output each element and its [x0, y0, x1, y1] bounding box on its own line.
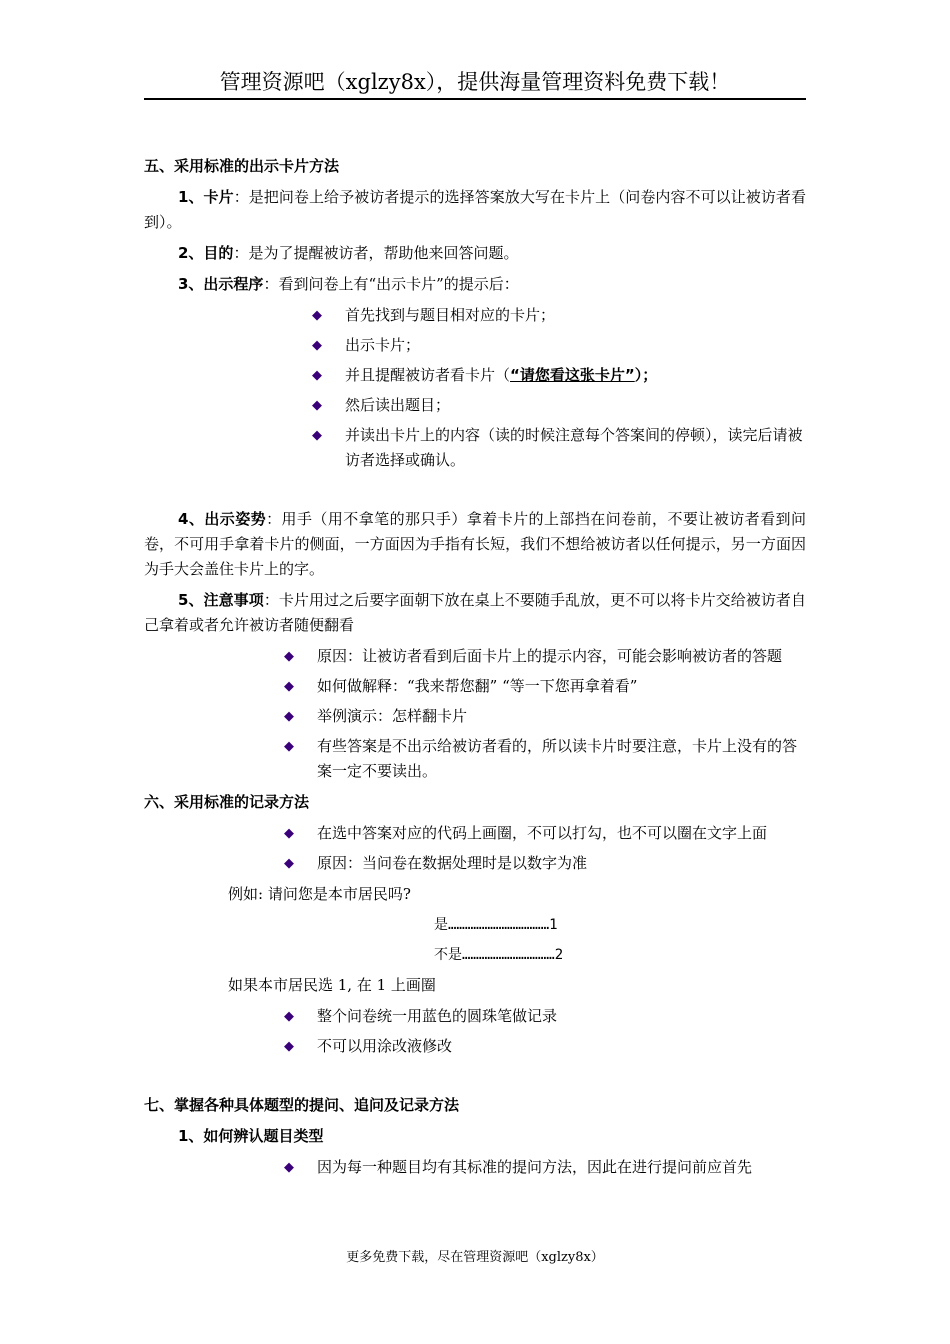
paragraph-posture: [144, 507, 806, 582]
purpose-text: ：是为了提醒被访者，帮助他来回答问题。: [233, 244, 519, 262]
paragraph-notes: [144, 588, 806, 638]
bullet-text: 原因：当问卷在数据处理时是以数字为准: [317, 854, 588, 872]
emphasized-prompt: “请您看这张卡片”: [510, 366, 635, 384]
purpose-label: 2、目的: [178, 244, 234, 262]
notes-label: 5、注意事项: [178, 591, 264, 609]
section-7-title: 七、掌握各种具体题型的提问、追问及记录方法: [144, 1096, 460, 1114]
recording-bullet-list-2: [144, 1004, 806, 1059]
spacer: [144, 1065, 806, 1093]
paragraph-procedure: [144, 272, 806, 297]
page-footer: 更多免费下载，尽在管理资源吧（xglzy8x）: [346, 1250, 604, 1265]
bullet-text: 因为每一种题目均有其标准的提问方法，因此在进行提问前应首先: [317, 1158, 753, 1176]
diamond-bullet-icon: ◆: [284, 1160, 294, 1175]
diamond-bullet-icon: ◆: [284, 649, 294, 664]
diamond-bullet-icon: ◆: [284, 679, 294, 694]
posture-label: 4、出示姿势: [178, 510, 267, 528]
notes-bullet-list: [144, 644, 806, 784]
diamond-bullet-icon: ◆: [284, 826, 294, 841]
card-text: ：是把问卷上给予被访者提示的选择答案放大写在卡片上（问卷内容不可以让被访者看到）。: [144, 188, 806, 231]
bullet-text: 首先找到与题目相对应的卡片；: [345, 306, 556, 324]
bullet-text: 然后读出题目；: [345, 396, 451, 414]
bullet-text: 原因：让被访者看到后面卡片上的提示内容，可能会影响被访者的答题: [317, 647, 783, 665]
list-item: [144, 393, 806, 418]
section-7-subtitle: 1、如何辨认题目类型: [178, 1127, 324, 1145]
list-item: [144, 821, 806, 846]
question-type-bullet-list: [144, 1155, 806, 1180]
example-option-yes: 是………………………………1: [434, 917, 558, 933]
document-body: [144, 154, 806, 1186]
list-item: [144, 333, 806, 358]
diamond-bullet-icon: ◆: [312, 338, 322, 353]
paragraph-purpose: [144, 241, 806, 266]
list-item: [144, 423, 806, 473]
bullet-text: 不可以用涂改液修改: [317, 1037, 453, 1055]
page-header: 管理资源吧（xglzy8x），提供海量管理资料免费下载！: [144, 68, 806, 100]
bullet-text: 如何做解释：“我来帮您翻” “等一下您再拿着看”: [317, 677, 638, 695]
list-item: [144, 704, 806, 729]
diamond-bullet-icon: ◆: [312, 368, 322, 383]
card-label: 1、卡片: [178, 188, 234, 206]
bullet-text: 并读出卡片上的内容（读的时候注意每个答案间的停顿），读完后请被访者选择或确认。: [345, 426, 803, 469]
example-note: 如果本市居民选 1, 在 1 上画圈: [228, 976, 436, 994]
bullet-text: 有些答案是不出示给被访者看的，所以读卡片时要注意，卡片上没有的答案一定不要读出。: [317, 737, 798, 780]
bullet-text: 整个问卷统一用蓝色的圆珠笔做记录: [317, 1007, 558, 1025]
procedure-label: 3、出示程序: [178, 275, 264, 293]
list-item: [144, 734, 806, 784]
list-item: [144, 303, 806, 328]
diamond-bullet-icon: ◆: [284, 739, 294, 754]
spacer: [144, 479, 806, 507]
section-5-title: 五、采用标准的出示卡片方法: [144, 157, 340, 175]
bullet-text: 在选中答案对应的代码上画圈，不可以打勾，也不可以圈在文字上面: [317, 824, 768, 842]
bullet-text: 举例演示：怎样翻卡片: [317, 707, 468, 725]
diamond-bullet-icon: ◆: [284, 1009, 294, 1024]
bullet-text: 出示卡片；: [345, 336, 421, 354]
procedure-bullet-list: [144, 303, 806, 473]
procedure-text: ：看到问卷上有“出示卡片”的提示后：: [263, 275, 519, 293]
diamond-bullet-icon: ◆: [312, 398, 322, 413]
list-item: [144, 851, 806, 876]
bullet-text: 并且提醒被访者看卡片（: [345, 366, 511, 384]
paragraph-card: [144, 185, 806, 235]
bullet-text-end: ）；: [634, 366, 658, 384]
diamond-bullet-icon: ◆: [312, 308, 322, 323]
diamond-bullet-icon: ◆: [284, 709, 294, 724]
example-option-no: 不是……………………………2: [434, 947, 564, 963]
list-item: [144, 674, 806, 699]
posture-text: ：用手（用不拿笔的那只手）拿着卡片的上部挡在问卷前，不要让被访者看到问卷，不可用手拿着卡片的侧面，一方面因为手指有长短，我们不想给被访者以任何提示，另一方面因为手大会盖住卡片上的字。: [144, 510, 806, 578]
diamond-bullet-icon: ◆: [312, 428, 322, 443]
list-item: [144, 363, 806, 388]
list-item: [144, 1034, 806, 1059]
example-question: 例如: 请问您是本市居民吗?: [228, 885, 411, 903]
list-item: [144, 1155, 806, 1180]
diamond-bullet-icon: ◆: [284, 1039, 294, 1054]
list-item: [144, 1004, 806, 1029]
diamond-bullet-icon: ◆: [284, 856, 294, 871]
recording-bullet-list: [144, 821, 806, 876]
section-6-title: 六、采用标准的记录方法: [144, 793, 310, 811]
notes-text: ：卡片用过之后要字面朝下放在桌上不要随手乱放，更不可以将卡片交给被访者自己拿着或者允许被访者随便翻看: [144, 591, 806, 634]
list-item: [144, 644, 806, 669]
